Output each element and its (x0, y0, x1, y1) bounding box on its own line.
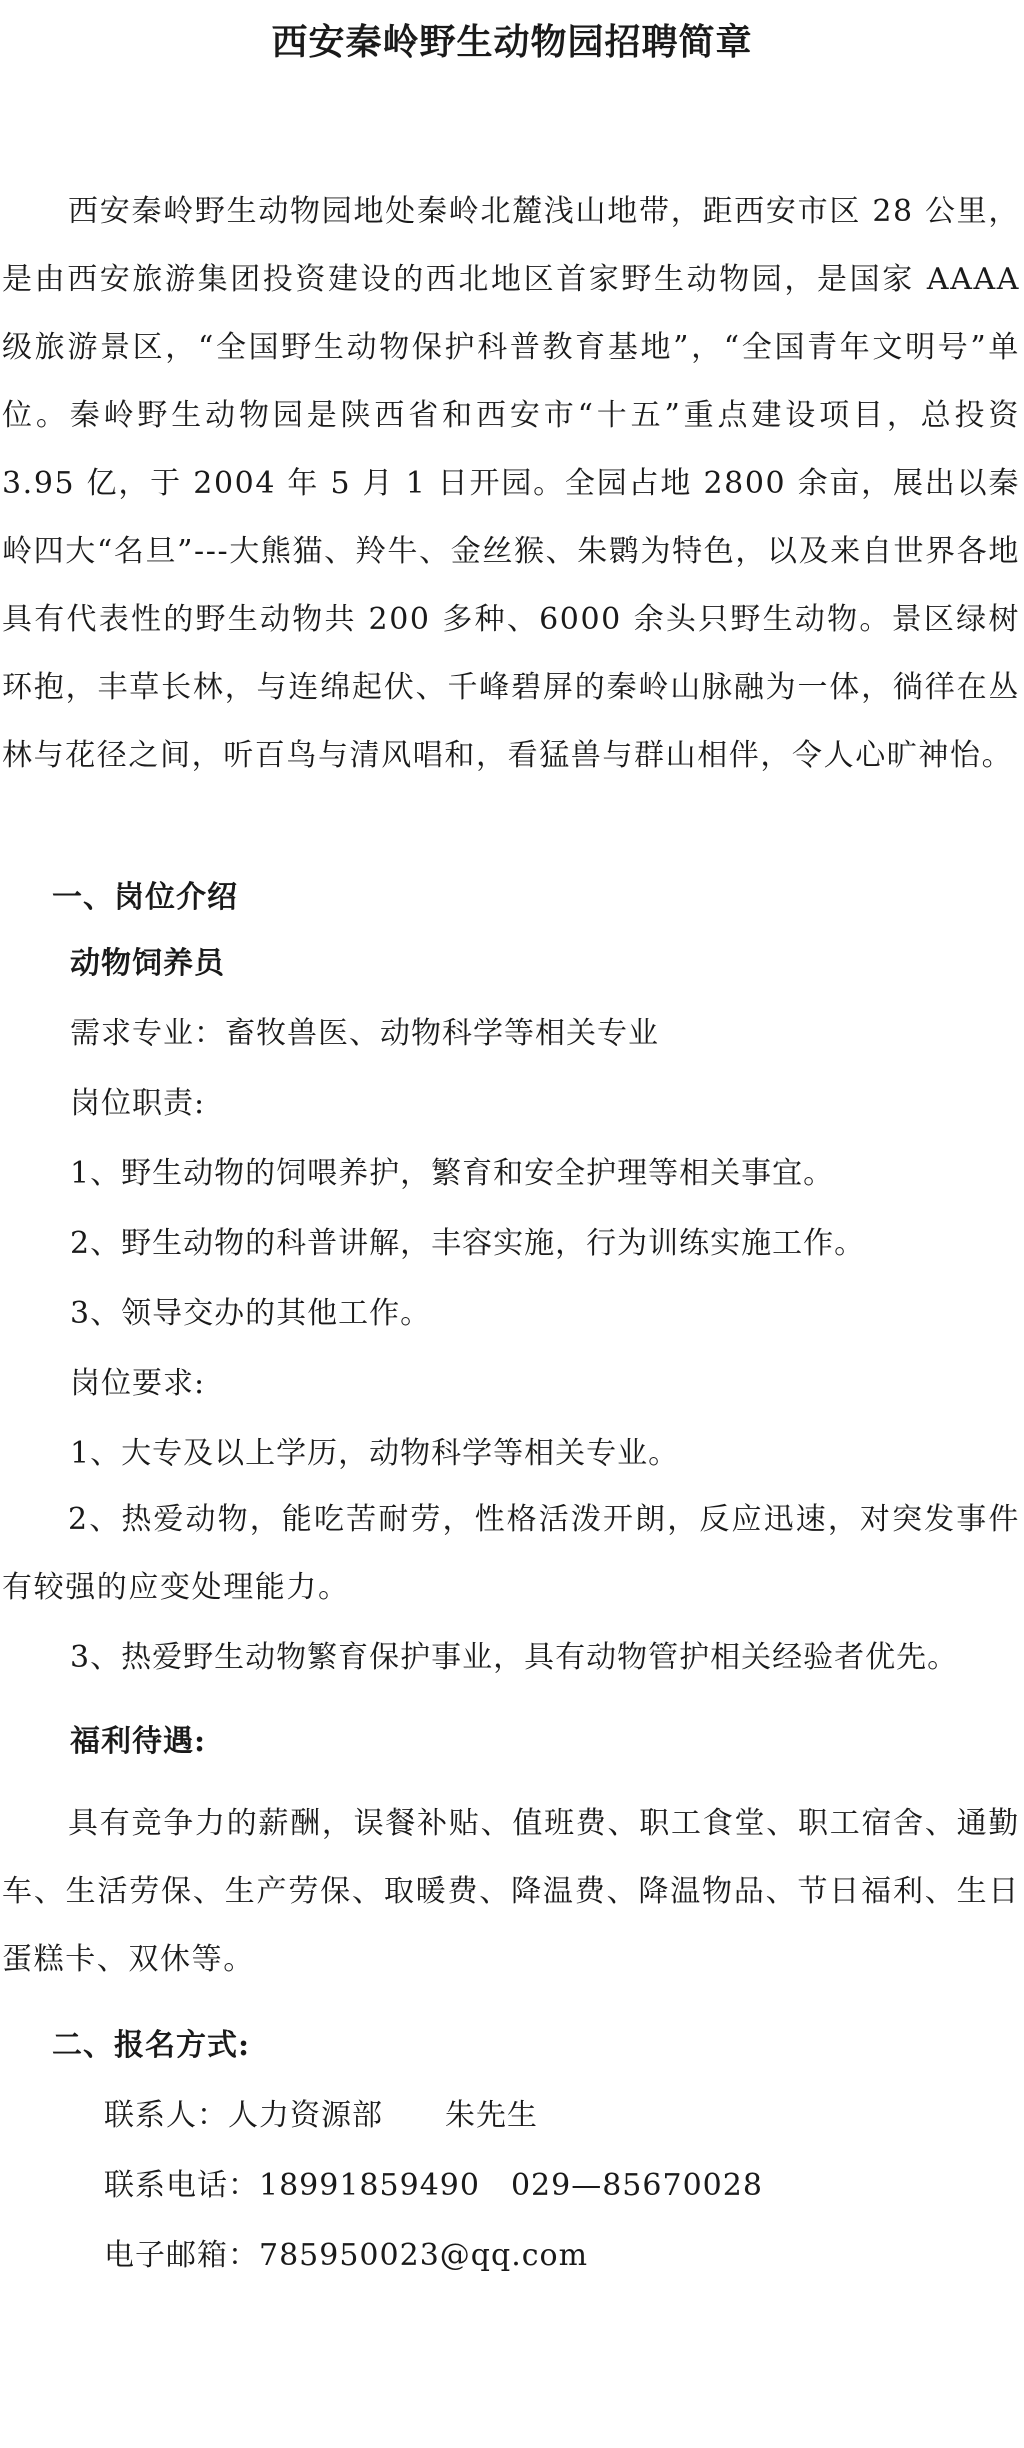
benefits-heading: 福利待遇: (70, 1724, 207, 1759)
section-heading-application: 二、报名方式: (52, 2028, 251, 2063)
duty-item: 1、野生动物的饲喂养护，繁育和安全护理等相关事宜。 (70, 1156, 835, 1191)
intro-paragraph: 西安秦岭野生动物园地处秦岭北麓浅山地带，距西安市区 28 公里，是由西安旅游集团投资建设的西北地区首家野生动物园，是国家 AAAA 级旅游景区，“全国野生动物保护科普教育基地”，“全国青年文明号”单位。秦岭野生动物园是陕西省和西安市“十五”重点建设项目，总投资 3.95 亿，于 2004 年 5 月 1 日开园。全园占地 2800 余亩，展出以秦岭四大“名旦”---大熊猫、羚牛、金丝猴、朱鹮为特色，以及来自世界各地具有代表性的野生动物共 200 多种、6000 余头只野生动物。景区绿树环抱，丰草长林，与连绵起伏、千峰碧屏的秦岭山脉融为一体，徜徉在丛林与花径之间，听百鸟与清风唱和，看猛兽与群山相伴，令人心旷神怡。 (2, 194, 1020, 773)
contact-phone: 联系电话：18991859490 029—85670028 (104, 2168, 763, 2203)
requirement-item: 2、热爱动物，能吃苦耐劳，性格活泼开朗，反应迅速，对突发事件有较强的应变处理能力。 (2, 1502, 1020, 1605)
required-major: 需求专业：畜牧兽医、动物科学等相关专业 (70, 1016, 659, 1051)
benefits-paragraph: 具有竞争力的薪酬，误餐补贴、值班费、职工食堂、职工宿舍、通勤车、生活劳保、生产劳保、取暖费、降温费、降温物品、节日福利、生日蛋糕卡、双休等。 (2, 1806, 1020, 1977)
section-heading-positions: 一、岗位介绍 (52, 880, 238, 915)
duty-item: 2、野生动物的科普讲解，丰容实施，行为训练实施工作。 (70, 1226, 866, 1261)
requirements-heading: 岗位要求: (70, 1366, 206, 1401)
duty-item: 3、领导交办的其他工作。 (70, 1296, 432, 1331)
duties-heading: 岗位职责: (70, 1086, 206, 1121)
page-title: 西安秦岭野生动物园招聘简章 (271, 21, 753, 63)
requirement-item: 3、热爱野生动物繁育保护事业，具有动物管护相关经验者优先。 (70, 1640, 959, 1675)
contact-person: 联系人：人力资源部 朱先生 (104, 2098, 538, 2133)
position-title: 动物饲养员 (70, 946, 225, 981)
requirement-item: 1、大专及以上学历，动物科学等相关专业。 (70, 1436, 680, 1471)
contact-email: 电子邮箱：785950023@qq.com (104, 2238, 589, 2273)
